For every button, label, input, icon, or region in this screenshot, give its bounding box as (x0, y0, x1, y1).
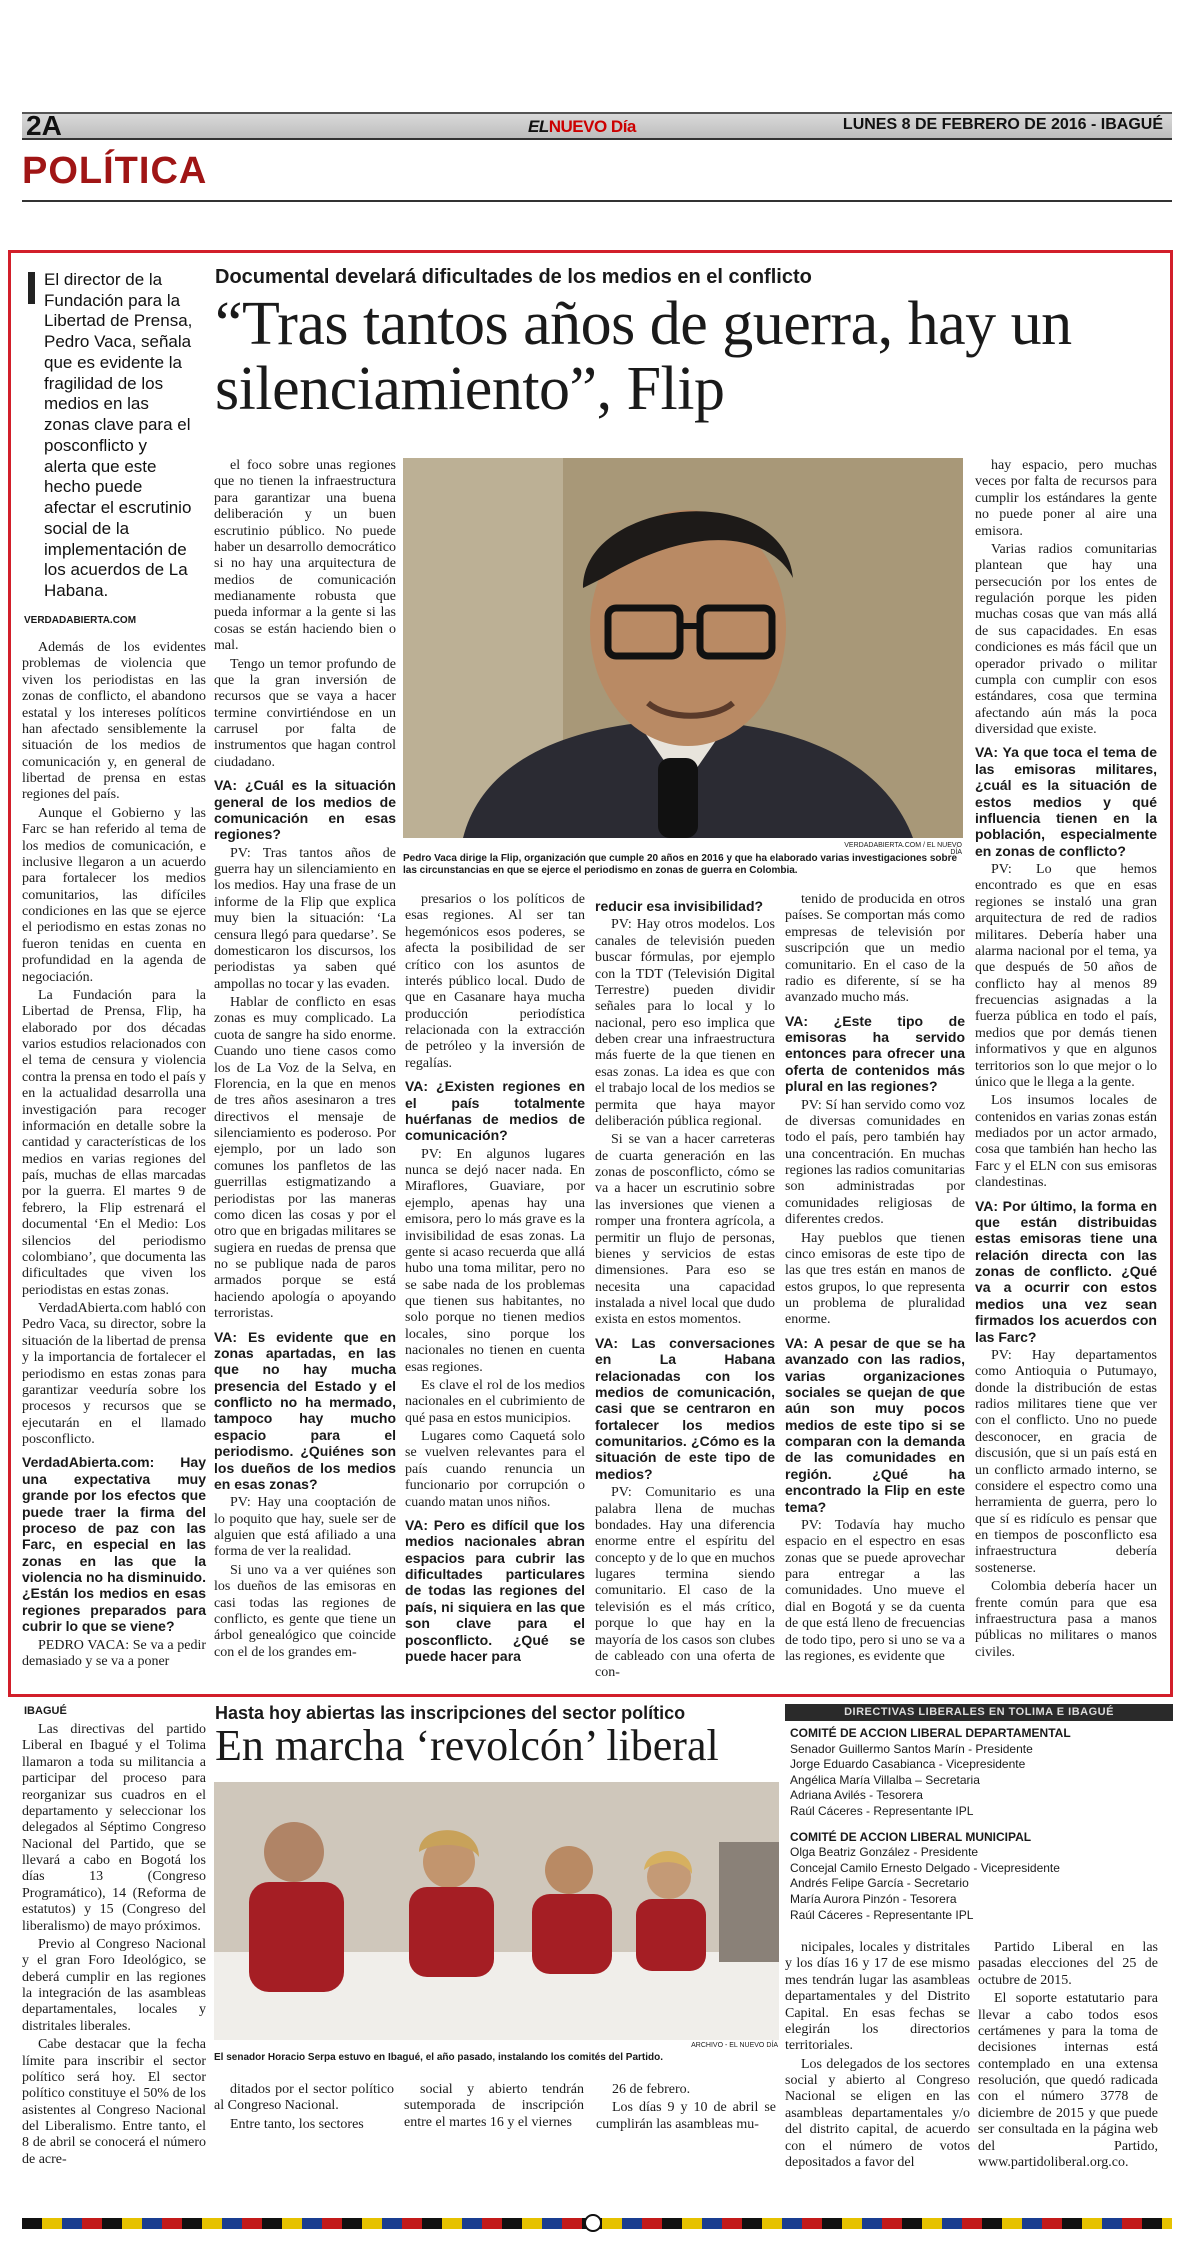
article2-column-3 (404, 2082, 584, 2133)
section-title: POLÍTICA (22, 150, 208, 192)
paragraph: VerdadAbierta.com habló con Pedro Vaca, su director, sobre la situación de la libertad de prensa y la importancia de fortalecer el periodismo en estas zonas para garantizar veeduría sobre los procesos y recursos que se ejecutarán en el llamado posconflicto. (22, 1301, 206, 1447)
masthead-name: NUEVO Día (548, 117, 636, 136)
interview-question: VA: ¿Este tipo de emisoras ha servido entonces para ofrecer una oferta de contenidos más plural en las regiones? (785, 1012, 965, 1095)
article-source: VERDADABIERTA.COM (24, 615, 137, 626)
issue-date: LUNES 8 DE FEBRERO DE 2016 - IBAGUÉ (842, 116, 1163, 133)
committee-member: María Aurora Pinzón - Tesorera (790, 1891, 957, 1906)
page-number: 2A (26, 110, 62, 141)
paragraph: Además de los evidentes problemas de violencia que viven los periodistas en las zonas de conflicto, el abandono estatal y los intereses políticos han afectado sensiblemente la situación de los medios de comunicación y, en general de libertad de prensa en estas regiones del país. (22, 640, 206, 803)
photo2-caption: El senador Horacio Serpa estuvo en Ibagué, el año pasado, instalando los comités del Partido. (214, 2052, 664, 2063)
sidebox-title: DIRECTIVAS LIBERALES EN TOLIMA E IBAGUÉ (785, 1704, 1173, 1721)
paragraph: Si se van a hacer carreteras de cuarta generación en las zonas de posconflicto, cómo se va a hacer un escrutinio sobre las inversiones que vienen a romper una frontera agrícola, a permitir un flujo de personas, bienes y servicios de estas dimensiones. Para eso se necesita una capacidad instalada a nivel local que dudo exista en estos momentos. (595, 1132, 775, 1328)
paragraph: Es clave el rol de los medios nacionales en el cubrimiento de qué pasa en estos municipios. (405, 1377, 585, 1426)
paragraph: PV: En algunos lugares nunca se dejó nacer nada. En Miraflores, Guaviare, por ejemplo, apenas hay una emisora, pero lo más grave es la invisibilidad de esas zonas. La gente si acaso recuerda que allá hubo una toma militar, pero no se sabe nada de los problemas que tienen sus habitantes, no solo porque no tienen medios locales, sino porque los nacionales no tienen en cuenta esas regiones. (405, 1146, 585, 1375)
paragraph: Tengo un temor profundo de que la gran inversión de recursos que se vaya a hacer termine convirtiéndose en un carrusel por falta de instrumentos que hagan control ciudadano. (214, 656, 396, 770)
interview-question: VA: ¿Existen regiones en el país totalmente huérfanas de medios de comunicación? (405, 1078, 585, 1144)
pedro-vaca-photo (403, 458, 963, 838)
article-column-2 (214, 458, 396, 1663)
sidebox-spacer (790, 1820, 1170, 1830)
paragraph: Hay pueblos que tienen cinco emisoras de este tipo de las que tres están en manos de estos grupos, lo que representa un problema de pluralidad enorme. (785, 1230, 965, 1328)
interview-question: reducir esa invisibilidad? (595, 898, 764, 914)
committee-member: Olga Beatriz González - Presidente (790, 1845, 979, 1860)
paragraph: PV: Lo que hemos encontrado es que en esas regiones se instaló una gran arquitectura de red de radios militares. Debería haber una alarma nacional por el tema, ya que después de 50 años de conflicto hay al menos 89 frecuencias asignadas a la fuerza pública en todo el país, medios que por demás tienen informativos y que en algunos territorios son lo que mejor o lo único que le llega a la gente. (975, 862, 1157, 1090)
paragraph: el foco sobre unas regiones que no tienen la infraestructura para garantizar una buena deliberación y un buen escrutinio público. No puede haber un desarrollo democrático si no hay una arquitectura de medios de comunicación medianamente robusta que pueda informar a la gente si las cosas se están haciendo bien o mal. (214, 458, 396, 654)
committee-member: Angélica María Villalba – Secretaria (790, 1772, 980, 1787)
paragraph: PV: Hay departamentos como Antioquia o Putumayo, donde la distribución de estas radios militares tiene que ver con el conflicto. Uno no puede desconocer, en gracia de discusión, que si un país está en un conflicto armado interno, se considere el espectro como una herramienta de guerra, pero lo que sí es ridículo es pensar que en tiempos de posconflicto esa infraestructura debería sostenerse. (975, 1347, 1157, 1576)
interview-question: VA: Pero es difícil que los medios nacionales abran espacios para cubrir las dificultades particulares de todas las regiones del país, ni siquiera en las que son clave para el posconflicto. ¿Qué se puede hacer para (405, 1516, 585, 1664)
meeting-illustration (214, 1782, 779, 2040)
paragraph: PV: Hay una cooptación de lo poquito que hay, suele ser de alguien que está afiliado a una forma de ver la realidad. (214, 1495, 396, 1560)
paragraph: hay espacio, pero muchas veces por falta de recursos para cumplir los estándares la gente no puede poner al aire una emisora. (975, 458, 1157, 539)
photo2-credit: ARCHIVO - EL NUEVO DÍA (691, 2042, 778, 2049)
paragraph: PV: Todavía hay mucho espacio en el espectro en esas zonas que se puede aprovechar para entregar a las comunidades. Uno mueve el dial en Bogotá y se da cuenta de que está lleno de frecuencias de todo tipo, pero si uno se va a las regiones, es evidente que (785, 1517, 965, 1664)
paragraph: nicipales, locales y distritales y los días 16 y 17 de ese mismo mes tendrán lugar las asambleas departamentales y del Distrito Capital. En esas fechas se elegirán los directorios territoriales. (785, 1940, 970, 2054)
paragraph: Los días 9 y 10 de abril se cumplirán las asambleas mu- (596, 2100, 776, 2132)
article2-column-2 (214, 2082, 394, 2135)
section-divider (22, 200, 1172, 202)
paragraph: PV: Comunitario es una palabra llena de muchas bondades. Hay una diferencia enorme entre el espíritu del concepto y de lo que en muchos lugares termina siendo comunitario. El caso de la televisión es el más crítico, porque lo que hay en la mayoría de los casos son clubes de cableado con una oferta de con- (595, 1485, 775, 1681)
article-column-5 (785, 892, 965, 1667)
article-column-4 (595, 892, 775, 1684)
committee-member: Andrés Felipe García - Secretario (790, 1876, 969, 1891)
committee-title: COMITÉ DE ACCION LIBERAL DEPARTAMENTAL (790, 1726, 1071, 1740)
committee-member: Raúl Cáceres - Representante IPL (790, 1907, 974, 1922)
paragraph: social y abierto tendrán sutemporada de inscripción entre el martes 16 y el viernes (404, 2082, 584, 2130)
paragraph: Aunque el Gobierno y las Farc se han referido al tema de los medios de comunicación, e inclusive llegaron a un acuerdo para fortalecer los medios comunitarios, las difíciles condiciones en las que se ejerce el periodismo en estas zonas no fueron tenidas en cuenta en profundidad en la agenda de negociación. (22, 805, 206, 985)
article2-headline: En marcha ‘revolcón’ liberal (215, 1721, 719, 1770)
masthead-prefix: EL (528, 117, 549, 136)
interview-question: VerdadAbierta.com: Hay una expectativa muy grande por los efectos que puede traer la firma del proceso de paz con las Farc, en especial en las zonas en las que la violencia no ha disminuido. ¿Están los medios en esas regiones preparados para cubrir lo que se viene? (22, 1454, 206, 1635)
photo-credit: VERDADABIERTA.COM / EL NUEVO DÍA (844, 842, 962, 856)
interview-question: VA: Ya que toca el tema de las emisoras militares, ¿cuál es la situación de estos medios y qué influencia tienen en la población, especialmente en zonas de conflicto? (975, 744, 1157, 859)
sidebox-directory (790, 1726, 1170, 1923)
paragraph: Colombia debería hacer un frente común para que esa infraestructura pasa a manos públicas no militares o manos civiles. (975, 1579, 1157, 1660)
paragraph: Hablar de conflicto en esas zonas es muy complicado. La cuota de sangre ha sido enorme. Cuando uno tiene casos como los de La Voz de la Selva, en Florencia, en la que en menos de tres años asesinaron a tres directivos el mensaje de silenciamiento es poderoso. Por ejemplo, por un lado son comunes los panfletos de las guerrillas estigmatizando a periodistas por las maneras como dicen las cosas y por el otro que en brigadas militares se sugiera en ruedas de prensa que no se publique nada de paros armados porque se está haciendo apología o apoyando terroristas. (214, 995, 396, 1322)
paragraph: Partido Liberal en las pasadas elecciones del 25 de octubre de 2015. (978, 1940, 1158, 1988)
article-column-3 (405, 892, 585, 1667)
article2-dateline: IBAGUÉ (24, 1705, 67, 1717)
liberal-meeting-photo (214, 1782, 779, 2040)
interview-question: VA: A pesar de que se ha avanzado con las radios, varias organizaciones sociales se quejan de que aún son muy pocos medios de este tipo si se comparan con la demanda de las comunidades en región. ¿Qué ha encontrado la Flip en este tema? (785, 1334, 965, 1515)
paragraph: Previo al Congreso Nacional y el gran Foro Ideológico, se deberá cumplir en las regiones la integración de las asambleas departamentales, locales y distritales liberales. (22, 1936, 206, 2034)
paragraph: 26 de febrero. (612, 2082, 691, 2097)
paragraph: PV: Tras tantos años de guerra hay un silenciamiento en los medios. Hay una frase de un informe de la Flip que explica muy bien la situación: ‘La censura llegó para quedarse’. Se domesticaron los discursos, los periodistas ya saben qué ampollas no tocar y las evaden. (214, 845, 396, 992)
portrait-illustration (403, 458, 963, 838)
paragraph: Entre tanto, los sectores (230, 2116, 364, 2132)
paragraph: La Fundación para la Libertad de Prensa, Flip, ha elaborado por dos décadas varios estudios relacionados con el tema de censura y violencia contra la prensa en todo el país y en la actualidad desarrolla una investigación para recoger información en detalle sobre la cantidad y características de los medios en varias regiones del país, muchas de ellas marcadas por la guerra. El martes 9 de febrero, la Flip estrenará el documental ‘En el Medio: Los silencios del periodismo colombiano’, que documenta las dificultades que viven los periodistas en estas zonas. (22, 987, 206, 1298)
article-lead: El director de la Fundación para la Libertad de Prensa, Pedro Vaca, señala que es evidente la fragilidad de los medios en las zonas clave para el posconflicto y alerta que este hecho puede afectar el escrutinio social de la implementación de los acuerdos de La Habana. (44, 270, 193, 601)
committee-member: Raúl Cáceres - Representante IPL (790, 1803, 974, 1818)
committee-member: Jorge Eduardo Casabianca - Vicepresidente (790, 1757, 1026, 1772)
article2-kicker: Hasta hoy abiertas las inscripciones del sector político (215, 1703, 686, 1723)
article2-column-6 (978, 1940, 1158, 2173)
paragraph: PV: Sí han servido como voz de diversas comunidades en todo el país, pero también hay una concentración. En muchas regiones las radios comunitarias son administradas por comunidades religiosas de diferentes credos. (785, 1097, 966, 1228)
paragraph: Los delegados de los sectores social y abierto al Congreso Nacional se eligen en las asambleas departamentales y/o del distrito capital, de acuerdo con el número de votos depositados a favor del (785, 2056, 970, 2170)
article2-column-1 (22, 1722, 206, 2170)
interview-question: VA: Por último, la forma en que están distribuidas estas emisoras tiene una relación directa con las zonas de conflicto. ¿Qué va a ocurrir con estos medios una vez sean firmados los acuerdos con las Farc? (975, 1197, 1157, 1345)
article2-column-4 (596, 2082, 776, 2135)
committee-member: Concejal Camilo Ernesto Delgado - Vicepresidente (790, 1860, 1060, 1875)
paragraph: El soporte estatutario para llevar a cabo todos esos certámenes y para la toma de decisiones internas está contemplado en una extensa resolución, que quedó radicada con el número 3778 de diciembre de 2015 y que puede ser consultada en la página web del Partido, www.partidoliberal.org.co. (978, 1991, 1158, 2170)
article2-column-5 (785, 1940, 970, 2173)
paragraph: Varias radios comunitarias plantean que hay una persecución por los entes de regulación porque les piden muchas cosas que van más allá de sus capacidades. En esas condiciones es más fácil que un operador privado o militar cumpla con cumplir con esos estándares, cosa que termina afectando aún más la poca diversidad que existe. (975, 541, 1157, 737)
paragraph: ditados por el sector político al Congreso Nacional. (214, 2082, 394, 2114)
article-kicker: Documental develará dificultades de los medios en el conflicto (215, 266, 812, 288)
committee-member: Senador Guillermo Santos Marín - Presidente (790, 1741, 1033, 1756)
paragraph: tenido de producida en otros países. Se comportan más como empresas de televisión por suscripción que un medio comunitario. En el caso de la radio es diferente, sí se ha avanzado mucho más. (785, 892, 965, 1006)
paragraph: Los insumos locales de contenidos en varias zonas están mediados por un actor armado, cosa que también han hecho las Farc y el ELN con sus emisoras clandestinas. (975, 1093, 1157, 1191)
interview-question: VA: Es evidente que en zonas apartadas, en las que no hay mucha presencia del Estado y el conflicto no ha mermado, tampoco hay mucho espacio para el periodismo. ¿Quiénes son los dueños de los medios en esas zonas? (214, 1328, 396, 1492)
paragraph: presarios o los políticos de esas regiones. Al ser tan hegemónicos esos poderes, se afecta la posibilidad de ser crítico con los asuntos de interés público local. Dudo de que en Casanare haya mucha producción periodística relacionada con la extracción de petróleo y la inversión de regalías. (405, 892, 585, 1071)
interview-question: VA: ¿Cuál es la situación general de los medios de comunicación en esas regiones? (214, 777, 396, 843)
paragraph: Si uno va a ver quiénes son los dueños de las emisoras en casi todas las regiones de conflicto, es gente que tiene un árbol genealógico que coincide con el de los grandes em- (214, 1562, 396, 1660)
footer-ornament-icon (584, 2214, 602, 2232)
paragraph: PV: Hay otros modelos. Los canales de televisión pueden buscar fórmulas, por ejemplo con la TDT (Televisión Digital Terrestre) pueden dividir señales para lo local y lo nacional, pero eso implica que deben crear una infraestructura más fuerte de la que tienen en esas zonas. La idea es que con el trabajo local de los medios se permita que haya mayor deliberación pública regional. (595, 917, 775, 1129)
article-column-1 (22, 640, 206, 1672)
photo-caption: Pedro Vaca dirige la Flip, organización que cumple 20 años en 2016 y que ha elaborado varias investigaciones sobre las circunstancias en que se ejerce el periodismo en zonas de guerra en Colombia. (403, 853, 958, 876)
article-column-6 (975, 458, 1157, 1663)
paragraph: PEDRO VACA: Se va a pedir demasiado y se va a poner (22, 1637, 206, 1669)
paragraph: Cabe destacar que la fecha límite para inscribir el sector político será hoy. El sector político constituye el 50% de los asistentes al Congreso Nacional del Liberalismo. Entre tanto, el 8 de abril se conocerá el número de acre- (22, 2037, 206, 2167)
committee-title: COMITÉ DE ACCION LIBERAL MUNICIPAL (790, 1829, 1032, 1844)
interview-question: VA: Las conversaciones en La Habana relacionadas con los medios de comunicación, casi que se centraron en fortalecer los medios comunitarios. ¿Cómo es la situación de este tipo de medios? (595, 1334, 775, 1482)
committee-member: Adriana Avilés - Tesorera (790, 1788, 923, 1803)
lead-marker (28, 272, 35, 304)
article-headline: “Tras tantos años de guerra, hay un silenciamiento”, Flip (215, 290, 1072, 424)
paragraph: Las directivas del partido Liberal en Ibagué y el Tolima llamaron a toda su militancia a participar del proceso para reorganizar sus cuadros en el departamento y seleccionar los delegados al Séptimo Congreso Nacional del Partido, que se llevará a cabo en Bogotá los días 13 (Congreso Programático), 14 (Reforma de estatutos) y 15 (Congreso del liberalismo) de mayo próximos. (22, 1722, 206, 1934)
newspaper-logo (528, 117, 636, 137)
paragraph: Lugares como Caquetá solo se vuelven relevantes para el país cuando renuncia un funcionario por corrupción o cuando matan unos niños. (405, 1429, 585, 1510)
